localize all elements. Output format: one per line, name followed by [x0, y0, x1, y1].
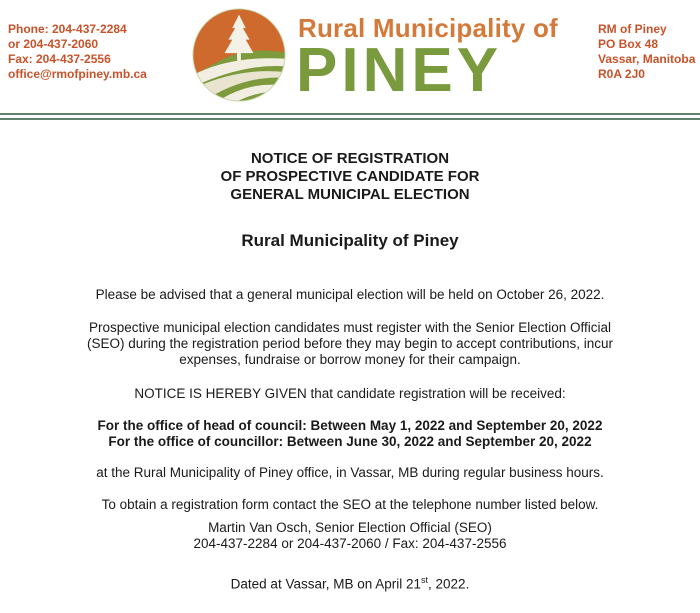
notice-subtitle: Rural Municipality of Piney	[241, 231, 459, 250]
registration-form-paragraph: To obtain a registration form contact the SEO at the telephone number listed below.	[101, 497, 599, 512]
address-line: R0A 2J0	[598, 67, 645, 81]
location-paragraph: at the Rural Municipality of Piney office, in Vassar, MB during regular business hours.	[96, 465, 604, 480]
address-block	[598, 22, 695, 82]
office-head-period: For the office of head of council: Between May 1, 2022 and September 20, 2022	[97, 418, 603, 433]
header-divider	[0, 118, 700, 120]
notice-title-line: GENERAL MUNICIPAL ELECTION	[230, 186, 470, 203]
paragraph-line: Prospective municipal election candidates must register with the Senior Election Official	[88, 320, 611, 335]
paragraph-line: expenses, fundraise or borrow money for their campaign.	[179, 352, 521, 367]
dated-line	[0, 572, 700, 593]
office-councillor-period: For the office of councillor: Between June 30, 2022 and September 20, 2022	[108, 434, 592, 449]
logo-tagline: Rural Municipality of	[298, 13, 558, 43]
fax-number: Fax: 204-437-2556	[8, 52, 111, 66]
registration-requirement-paragraph	[0, 320, 700, 368]
address-line: PO Box 48	[598, 37, 659, 51]
dated-year: , 2022.	[428, 576, 470, 592]
notice-title-line: NOTICE OF REGISTRATION	[250, 150, 450, 167]
logo-wordmark: PINEY	[296, 36, 503, 105]
dated-text: Dated at Vassar, MB on April 21	[230, 576, 422, 592]
official-name: Martin Van Osch, Senior Election Official (SEO)	[208, 520, 492, 535]
notice-title-line: OF PROSPECTIVE CANDIDATE FOR	[220, 168, 480, 185]
contact-info	[8, 22, 147, 82]
phone-number: Phone: 204-437-2284	[8, 22, 127, 36]
notice-title	[0, 150, 700, 204]
email-link[interactable]: office@rmofpiney.mb.ca	[8, 67, 147, 81]
phone-alt-number: or 204-437-2060	[8, 37, 99, 51]
official-phones: 204-437-2284 or 204-437-2060 / Fax: 204-437-2556	[193, 536, 507, 551]
notice-given-paragraph: NOTICE IS HEREBY GIVEN that candidate registration will be received:	[134, 386, 566, 401]
date-ordinal: st	[421, 575, 429, 585]
header-divider	[0, 113, 700, 115]
address-line: Vassar, Manitoba	[598, 52, 696, 66]
election-date-paragraph: Please be advised that a general municipal election will be held on October 26, 2022.	[95, 287, 605, 302]
address-line: RM of Piney	[598, 22, 667, 36]
municipality-logo-icon	[191, 7, 287, 103]
paragraph-line: (SEO) during the registration period before they may begin to accept contributions, incur	[86, 336, 614, 351]
